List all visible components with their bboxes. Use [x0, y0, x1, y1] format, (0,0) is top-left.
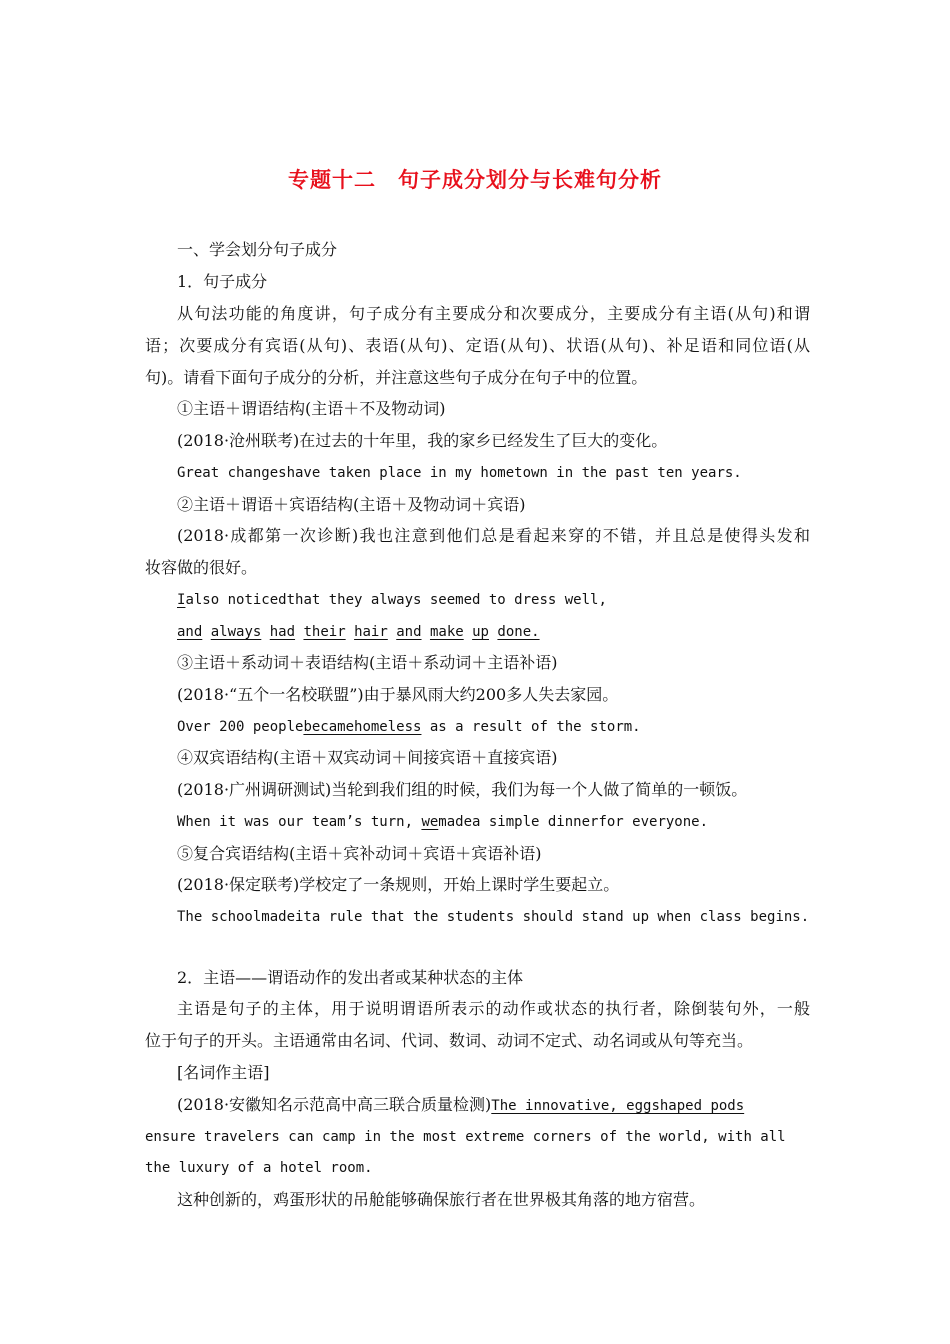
example-english	[177, 811, 810, 833]
paragraph-line: 从句法功能的角度讲，句子成分有主要成分和次要成分，主要成分有主语(从句)和谓	[177, 304, 810, 323]
paragraph-line: 语；次要成分有宾语(从句)、表语(从句)、定语(从句)、状语(从句)、补足语和同位语(从	[145, 336, 810, 355]
text-run: madea simple dinnerfor everyone.	[438, 814, 709, 830]
example-chinese: (2018·成都第一次诊断)我也注意到他们总是看起来穿的不错，并且总是使得头发和	[177, 526, 810, 545]
underlined-word: make	[429, 624, 464, 640]
pattern-heading: ④双宾语结构(主语＋双宾动词＋间接宾语＋直接宾语)	[177, 748, 558, 767]
text-run: also noticedthat they always seemed to dress well,	[185, 592, 607, 608]
example-chinese: (2018·广州调研测试)当轮到我们组的时候，我们为每一个人做了简单的一顿饭。	[177, 780, 748, 799]
subsection-heading: 1．句子成分	[177, 272, 268, 291]
underlined-word: and	[177, 624, 203, 640]
text-run: as a result of the storm.	[421, 719, 641, 735]
example-chinese: (2018·沧州联考)在过去的十年里，我的家乡已经发生了巨大的变化。	[177, 431, 668, 450]
section-heading: 一、学会划分句子成分	[177, 240, 338, 259]
example-chinese: 这种创新的，鸡蛋形状的吊舱能够确保旅行者在世界极其角落的地方宿营。	[177, 1190, 706, 1209]
example-english	[177, 621, 810, 643]
example-english: the luxury of a hotel room.	[145, 1160, 373, 1176]
subsection-heading: 2．主语——谓语动作的发出者或某种状态的主体	[177, 968, 524, 987]
pattern-heading: ②主语＋谓语＋宾语结构(主语＋及物动词＋宾语)	[177, 495, 526, 514]
underlined-word: their	[303, 624, 346, 640]
underlined-word: up	[472, 624, 489, 640]
underlined-word: had	[269, 624, 296, 640]
example-english	[177, 1094, 810, 1117]
example-english	[177, 589, 810, 611]
example-english: ensure travelers can camp in the most extreme corners of the world, with all	[145, 1129, 786, 1145]
text-run: When it was our team’s turn,	[177, 814, 422, 830]
underlined-subject: we	[421, 814, 439, 830]
underlined-predicate: becamehomeless	[303, 719, 422, 735]
example-english: Great changeshave taken place in my hometown in the past ten years.	[177, 465, 742, 481]
text-run: Over 200 people	[177, 719, 304, 735]
example-chinese: 妆容做的很好。	[145, 558, 258, 577]
page-title: 专题十二 句子成分划分与长难句分析	[288, 168, 662, 192]
pattern-heading: ⑤复合宾语结构(主语＋宾补动词＋宾语＋宾语补语)	[177, 844, 542, 863]
paragraph-line: 位于句子的开头。主语通常由名词、代词、数词、动词不定式、动名词或从句等充当。	[145, 1031, 754, 1050]
example-chinese: (2018·“五个一名校联盟”)由于暴风雨大约200多人失去家园。	[177, 685, 619, 704]
underlined-word: done.	[497, 624, 540, 640]
example-english	[177, 716, 810, 738]
underlined-subject: The innovative, eggshaped pods	[491, 1098, 745, 1114]
example-english: The schoolmadeita rule that the students should stand up when class begins.	[177, 909, 810, 925]
pattern-heading: ①主语＋谓语结构(主语＋不及物动词)	[177, 399, 446, 418]
underlined-word: and	[396, 624, 422, 640]
pattern-heading: ③主语＋系动词＋表语结构(主语＋系动词＋主语补语)	[177, 653, 558, 672]
paragraph-line: 主语是句子的主体，用于说明谓语所表示的动作或状态的执行者，除倒装句外，一般	[177, 999, 810, 1018]
paragraph-line: 句)。请看下面句子成分的分析，并注意这些句子成分在句子中的位置。	[145, 368, 648, 387]
example-chinese: (2018·保定联考)学校定了一条规则，开始上课时学生要起立。	[177, 875, 620, 894]
underlined-word: hair	[354, 624, 388, 640]
underlined-subject: I	[177, 592, 186, 608]
underlined-word: always	[210, 624, 262, 640]
category-tag: [名词作主语]	[177, 1063, 270, 1082]
example-source: (2018·安徽知名示范高中高三联合质量检测)	[177, 1095, 492, 1114]
